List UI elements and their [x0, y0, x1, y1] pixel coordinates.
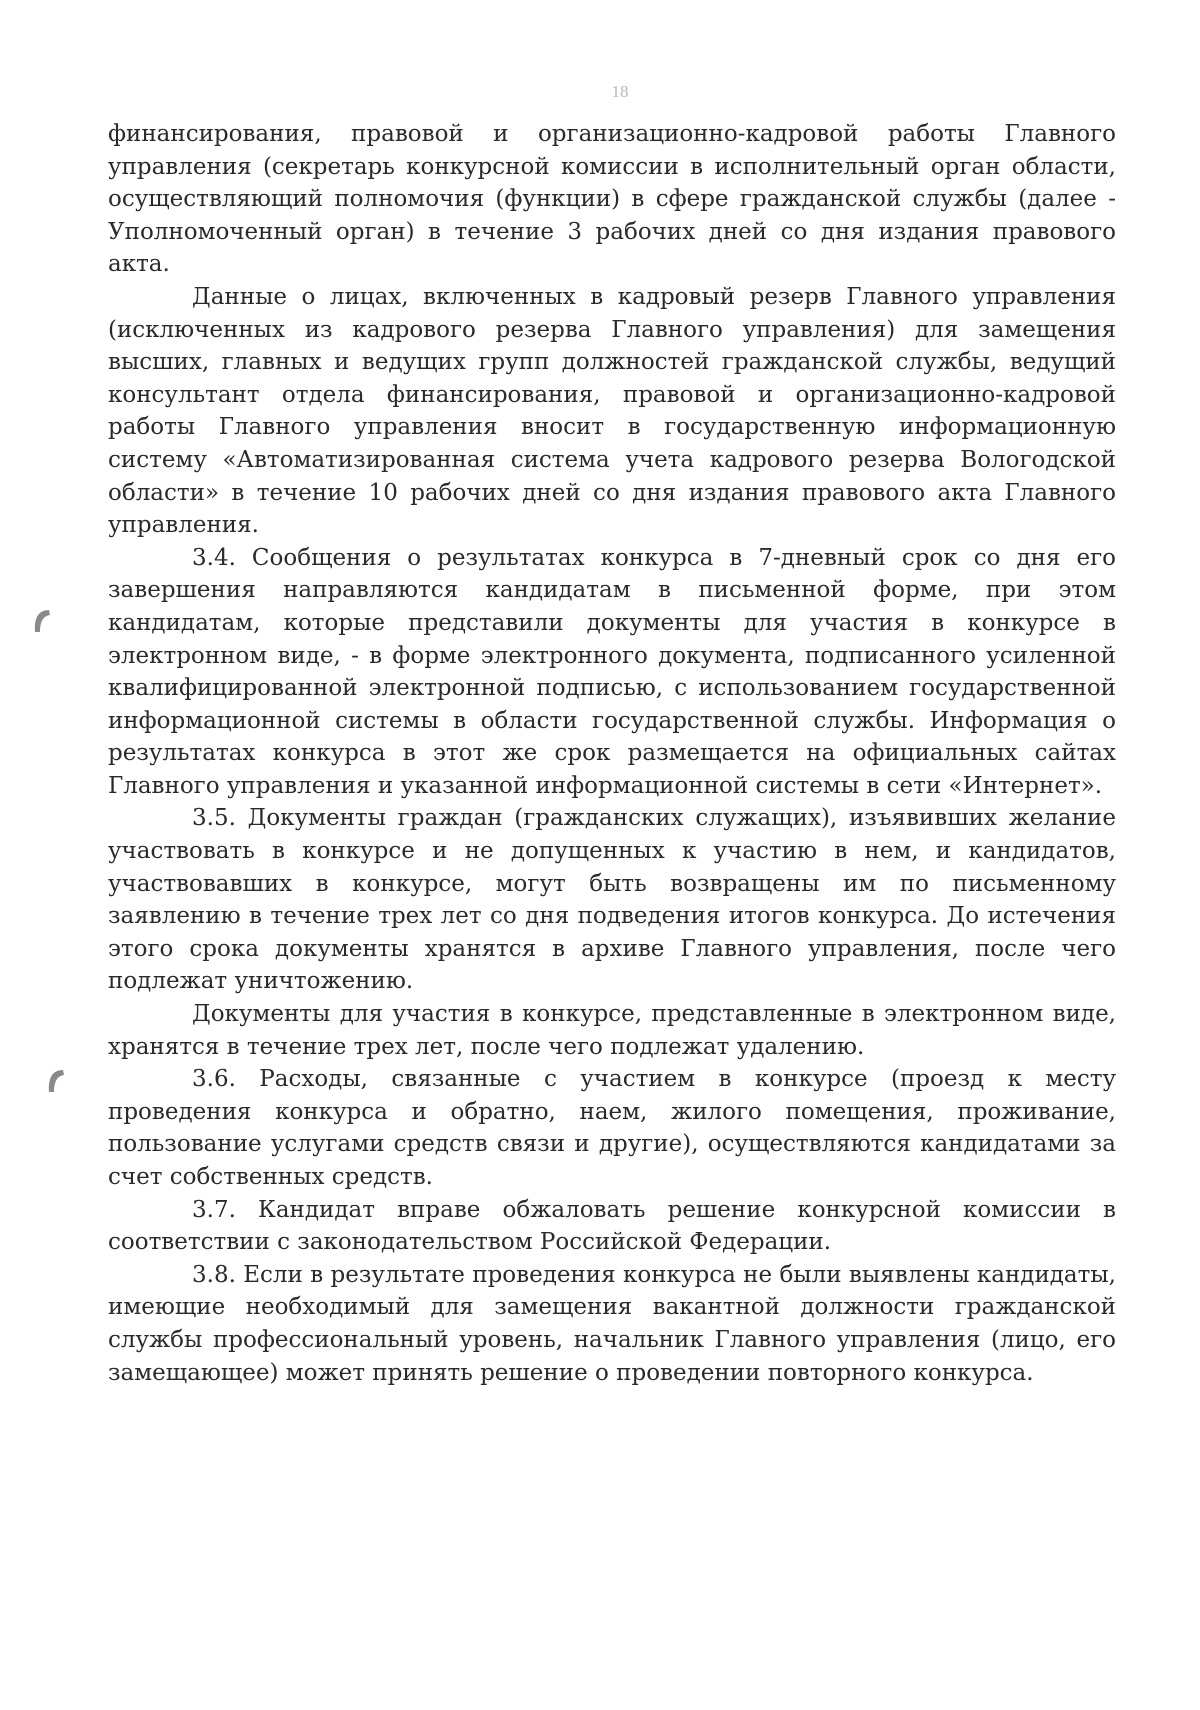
paragraph-continuation: финансирования, правовой и организационно-кадровой работы Главного управления (секретарь конкурсной комиссии в исполнительный орган области, осуществляющий полномочия (функции) в сфере гражданской службы (далее - Уполномоченный орган) в течение 3 рабочих дней со дня издания правового акта. [108, 121, 1116, 278]
paragraph-3-4: 3.4. Сообщения о результатах конкурса в 7-дневный срок со дня его завершения направляются кандидатам в письменной форме, при этом кандидатам, которые представили документы для участия в конкурсе в электронном виде, - в форме электронного документа, подписанного усиленной квалифицированной электронной подписью, с использованием государственной информационной системы в области государственной службы. Информация о результатах конкурса в этот же срок размещается на официальных сайтах Главного управления и указанной информационной системы в сети «Интернет». [108, 544, 1116, 799]
paragraph-3-5: 3.5. Документы граждан (гражданских служащих), изъявивших желание участвовать в конкурсе и не допущенных к участию в нем, и кандидатов, участвовавших в конкурсе, могут быть возвращены им по письменному заявлению в течение трех лет со дня подведения итогов конкурса. До истечения этого срока документы хранятся в архиве Главного управления, после чего подлежат уничтожению. [108, 805, 1116, 995]
paragraph-3-8: 3.8. Если в результате проведения конкурса не были выявлены кандидаты, имеющие необходимый для замещения вакантной должности гражданской службы профессиональный уровень, начальник Главного управления (лицо, его замещающее) может принять решение о проведении повторного конкурса. [108, 1261, 1116, 1386]
page-number: 18 [611, 82, 629, 101]
document-body [108, 118, 1116, 1389]
punch-hole-mark-top [32, 608, 52, 634]
paragraph-3-6: 3.6. Расходы, связанные с участием в конкурсе (проезд к месту проведения конкурса и обратно, наем, жилого помещения, проживание, пользование услугами средств связи и другие), осуществляются кандидатами за счет собственных средств. [108, 1066, 1116, 1190]
paragraph-electronic-documents: Документы для участия в конкурсе, представленные в электронном виде, хранятся в течение трех лет, после чего подлежат удалению. [108, 1001, 1116, 1060]
paragraph-3-7: 3.7. Кандидат вправе обжаловать решение конкурсной комиссии в соответствии с законодательством Российской Федерации. [108, 1196, 1116, 1256]
punch-hole-mark-bottom [46, 1068, 66, 1094]
paragraph-reserve-data: Данные о лицах, включенных в кадровый резерв Главного управления (исключенных из кадрового резерва Главного управления) для замещения высших, главных и ведущих групп должностей гражданской службы, ведущий консультант отдела финансирования, правовой и организационно-кадровой работы Главного управления вносит в государственную информационную систему «Автоматизированная система учета кадрового резерва Вологодской области» в течение 10 рабочих дней со дня издания правового акта Главного управления. [108, 283, 1116, 539]
